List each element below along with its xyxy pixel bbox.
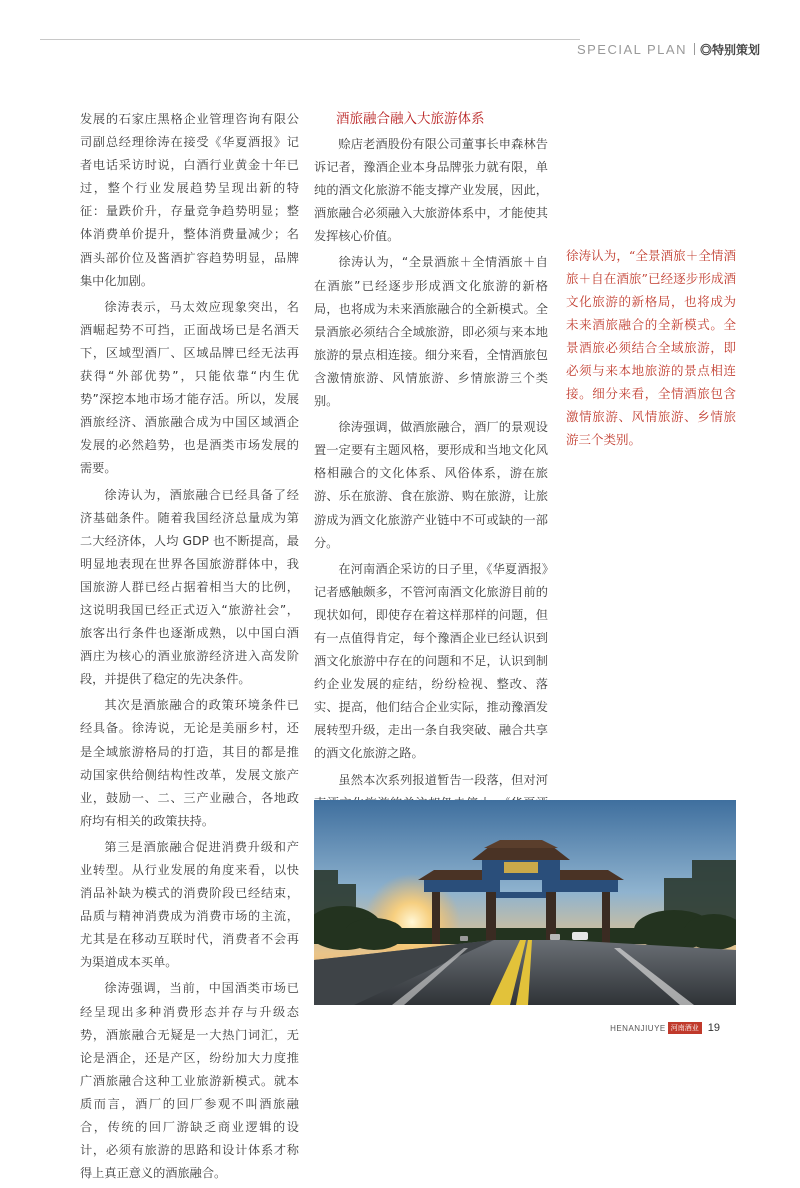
- gateway-photo: [314, 800, 736, 1005]
- paragraph: 徐涛认为，酒旅融合已经具备了经济基础条件。随着我国经济总量成为第二大经济体，人均 GDP 也不断提高，最明显地表现在世界各国旅游群体中，我国旅游人群已经占据着相当大的比例，这说明我国已经正式迈入“旅游社会”，旅客出行条件也逐渐成熟，以中国白酒酒庄为核心的酒业旅游经济进入高发阶段，并提供了稳定的先决条件。: [80, 487, 299, 687]
- paragraph: 在河南酒企采访的日子里，《华夏酒报》记者感触颇多，不管河南酒文化旅游目前的现状如何，即使存在着这样那样的问题，但有一点值得肯定，每个豫酒企业已经认识到酒文化旅游中存在的问题和不足，认识到制约企业发展的症结，纷纷检视、整改、落实、提高，他们结合企业实际，推动豫酒发展转型升级，走出一条自我突破、融合共享的酒文化旅游之路。: [314, 561, 548, 761]
- paragraph: 其次是酒旅融合的政策环境条件已经具备。徐涛说，无论是美丽乡村，还是全域旅游格局的打造，其目的都是推动国家供给侧结构性改革，发展文旅产业，鼓励一、二、三产业融合，各地政府均有相关的政策扶持。: [80, 698, 299, 828]
- section-title-chinese: ◎特别策划: [699, 42, 760, 57]
- page-footer: [610, 1022, 720, 1034]
- paragraph: 虽然本次系列报道暂告一段落，但对河: [338, 772, 548, 787]
- gateway-illustration: [314, 800, 736, 1005]
- paragraph: 赊店老酒股份有限公司董事长申森林告诉记者，豫酒企业本身品牌张力就有限，单纯的酒文化旅游不能支撑产业发展，因此，酒旅融合必须融入大旅游体系中，才能使其发挥核心价值。: [314, 137, 548, 244]
- article-column-middle: [314, 108, 548, 887]
- article-column-left: [80, 108, 299, 1188]
- pull-quote: 徐涛认为，“全景酒旅＋全情酒旅＋自在酒旅”已经逐步形成酒文化旅游的新格局，也将成为未来酒旅融合的全新模式。全景酒旅必须结合全域旅游，即必须与来本地旅游的景点相连接。细分来看，全情酒旅包含激情旅游、风情旅游、乡情旅游三个类别。: [566, 248, 736, 447]
- paragraph: 第三是酒旅融合促进消费升级和产业转型。从行业发展的角度来看，以快消品补缺为模式的消费阶段已经结束，品质与精神消费成为消费市场的主流，尤其是在移动互联时代，消费者不会再为渠道成本买单。: [80, 839, 299, 970]
- section-heading: 酒旅融合融入大旅游体系: [336, 111, 485, 127]
- magazine-name: HENANJIUYE: [610, 1023, 666, 1033]
- paragraph: 徐涛认为，“全景酒旅＋全情酒旅＋自在酒旅”已经逐步形成酒文化旅游的新格局，也将成为未来酒旅融合的全新模式。全景酒旅必须结合全域旅游，即必须与来本地旅游的景点相连接。细分来看，全情酒旅包含激情旅游、风情旅游、乡情旅游三个类别。: [314, 255, 548, 409]
- paragraph: 徐涛强调，当前，中国酒类市场已经呈现出多种消费形态并存与升级态势，酒旅融合无疑是一大热门词汇，无论是酒企，还是产区，纷纷加大力度推广酒旅融合这种工业旅游新模式。就本质而言，酒厂的回厂参观不叫酒旅融合，传统的回厂游缺乏商业逻辑的设计，必须有旅游的思路和设计体系才称得上真正意义的酒旅融合。: [80, 981, 299, 1181]
- page-number: 19: [707, 1022, 720, 1034]
- paragraph: 徐涛强调，做酒旅融合，酒厂的景观设置一定要有主题风格，要形成和当地文化风格相融合的文化体系、风俗体系，游在旅游、乐在旅游、食在旅游、购在旅游，让旅游成为酒文化旅游产业链中不可或缺的一部分。: [314, 420, 548, 550]
- running-header: [577, 40, 760, 58]
- section-title-english: SPECIAL PLAN: [576, 41, 687, 57]
- magazine-badge: 河南酒业: [668, 1022, 702, 1034]
- paragraph: 发展的石家庄黑格企业管理咨询有限公司副总经理徐涛在接受《华夏酒报》记者电话采访时说，白酒行业黄金十年已过，整个行业发展趋势呈现出新的特征：量跌价升，存量竞争趋势明显；整体消费单价提升，整体消费量减少；名酒头部价位及酱酒扩容趋势明显，品牌集中化加剧。: [80, 112, 299, 288]
- header-separator: [694, 43, 695, 55]
- paragraph: 徐涛表示，马太效应现象突出，名酒崛起势不可挡，正面战场已是名酒天下，区域型酒厂、区域品牌已经无法再获得“外部优势”，只能依靠“内生优势”深挖本地市场才能存活。所以，发展酒旅经济、酒旅融合成为中国区域酒企发展的必然趋势，也是酒类市场发展的需要。: [80, 299, 299, 476]
- header-rule: [40, 39, 580, 40]
